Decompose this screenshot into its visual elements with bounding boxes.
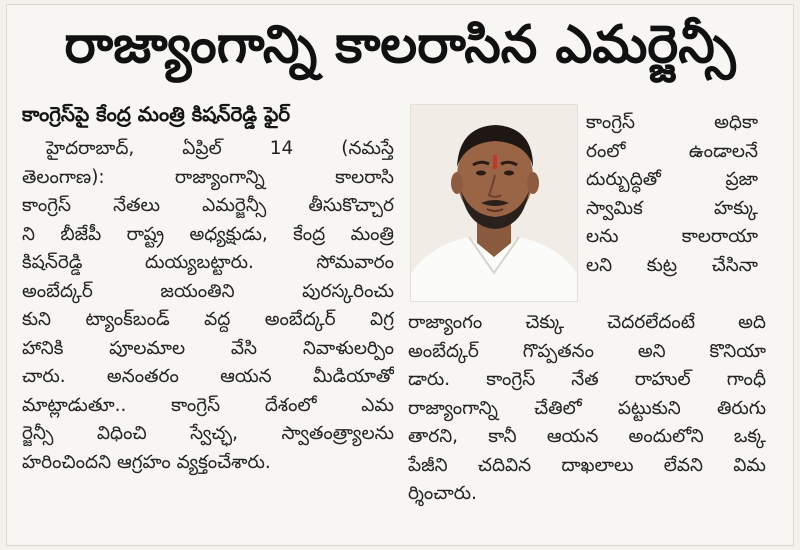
article-line: లని కుట్ర చేసినా [586, 254, 758, 276]
article-line: కాంగ్రెస్ నేతలు ఎమర్జెన్సీ తీసుకొచ్చార [22, 195, 394, 216]
article-line: తారని, కానీ ఆయన అందులోని ఒక్క [408, 426, 766, 447]
article-line: ర్శించారు. [408, 483, 477, 504]
article-line: డారు. కాంగ్రెస్ నేత రాహుల్ గాంధీ [408, 369, 766, 390]
article-line: కిషన్‌రెడ్డి దుయ్యబట్టారు. సోమవారం [22, 252, 394, 273]
article-line: హానికి పూలమాల వేసి నివాళులర్పిం [22, 337, 394, 359]
article-line: ర్జెన్సీ విధించి స్వేచ్ఛ, స్వాతంత్ర్యాలను [22, 423, 394, 444]
article-line: అంబేద్కర్ జయంతిని పురస్కరించు [22, 280, 394, 302]
article-line: ని బీజేపీ రాష్ట్ర అధ్యక్షుడు, కేంద్ర మంత్రి [22, 223, 394, 245]
article-line: కుని ట్యాంక్‌బండ్ వద్ద అంబేద్కర్ విగ్ర [22, 309, 394, 330]
article-line: రాజ్యాంగం చెక్కు చెదరలేదంటే అది [408, 312, 766, 333]
article-left-column [22, 135, 394, 477]
subheadline: కాంగ్రెస్‌పై కేంద్ర మంత్రి కిషన్‌రెడ్డి ఫైర్ [22, 102, 291, 126]
headline: రాజ్యాంగాన్ని కాలరాసిన ఎమర్జెన్సీ [64, 14, 736, 75]
article-line: రంలో ఉండాలనే [586, 140, 758, 162]
article-line: దుర్బుద్ధితో ప్రజా [586, 169, 758, 190]
article-line: పేజీని చదివిన దాఖలాలు లేవని విమ [408, 454, 766, 476]
article-line: హైదరాబాద్, ఏప్రిల్ 14 (నమస్తే [46, 138, 394, 159]
article-line: కాంగ్రెస్ అధికా [586, 112, 758, 133]
article-line: తెలంగాణ): రాజ్యాంగాన్ని కాలరాసి [22, 166, 394, 188]
portrait-image [411, 105, 577, 301]
article-line: హరించిందని ఆగ్రహం వ్యక్తంచేశారు. [22, 451, 271, 473]
article-line: లను కాలరాయా [586, 226, 758, 247]
article-line: అంబేద్కర్ గొప్పతనం అని కొనియా [408, 340, 766, 362]
article-line: మాట్లాడుతూ.. కాంగ్రెస్ దేశంలో ఎమ [22, 394, 394, 416]
article-right-top-column [586, 109, 758, 280]
article-right-bottom-column [408, 309, 766, 509]
article-line: రాజ్యాంగాన్ని చేతిలో పట్టుకుని తిరుగు [408, 397, 766, 419]
article-line: స్వామిక హక్కు [586, 197, 758, 219]
article-line: చారు. అనంతరం ఆయన మీడియాతో [22, 366, 394, 387]
portrait-photo [410, 104, 578, 302]
